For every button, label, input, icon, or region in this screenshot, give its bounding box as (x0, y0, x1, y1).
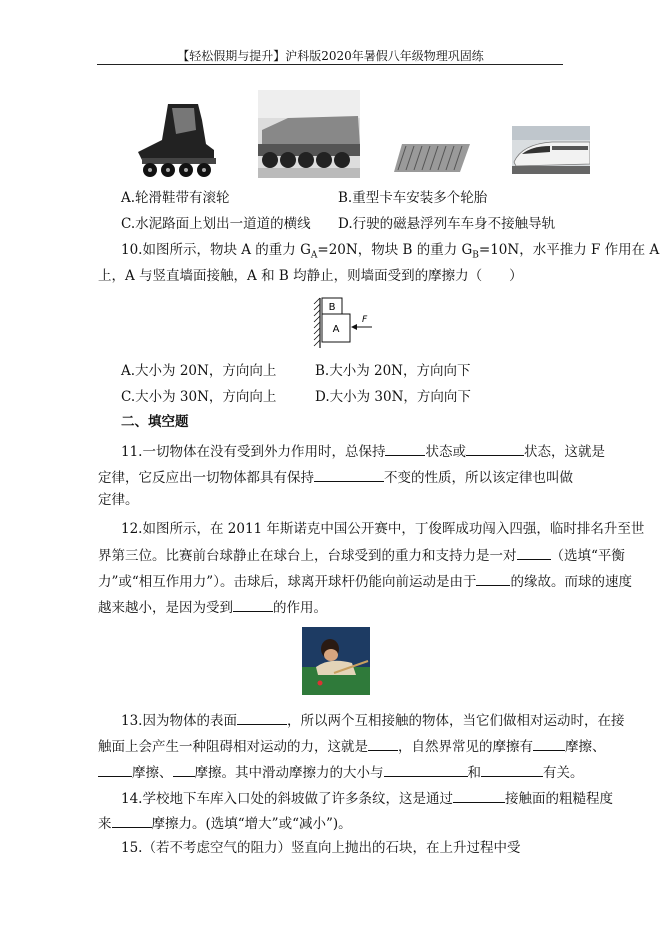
q10-option-a: A.大小为 20N，方向向上 (121, 363, 277, 379)
force-arrow-head (351, 324, 357, 330)
q9-option-c: C.水泥路面上划出一道道的横线 (121, 216, 311, 232)
concrete-road-image (392, 142, 472, 174)
q13-blank-7 (481, 762, 543, 777)
q9-option-b: B.重型卡车安装多个轮胎 (338, 190, 488, 206)
q11-blank-1 (385, 441, 425, 456)
q9-option-d: D.行驶的磁悬浮列车车身不接触导轨 (338, 216, 556, 232)
q13-line-1: 13.因为物体的表面 ，所以两个互相接触的物体，当它们做相对运动时，在接 (121, 710, 624, 730)
q13-blank-4 (98, 762, 132, 777)
q11-line-2: 定律，它反应出一切物体都具有保持 不变的性质，所以该定律也叫做 (98, 467, 573, 487)
q11-line-1: 11.一切物体在没有受到外力作用时，总保持 状态或 状态，这就是 (121, 441, 605, 461)
q13-line-2: 触面上会产生一种阻碍相对运动的力，这就是 ，自然界常见的摩擦有 摩擦、 (98, 736, 606, 756)
q13-blank-2 (368, 736, 398, 751)
q13-blank-5 (173, 762, 195, 777)
block-a-label: A (332, 324, 340, 335)
q12-line-4: 越来越小，是因为受到 的作用。 (98, 597, 327, 617)
q12-blank-2 (476, 571, 510, 586)
q13-blank-1 (237, 710, 287, 725)
q14-line-1: 14.学校地下车库入口处的斜坡做了许多条纹，这是通过 接触面的粗糙程度 (121, 788, 613, 808)
q14-blank-1 (453, 788, 505, 803)
q11-blank-2 (466, 441, 524, 456)
page-header: 【轻松假期与提升】沪科版2020年暑假八年级物理巩固练 (177, 49, 484, 63)
q9-option-a: A.轮滑鞋带有滚轮 (121, 190, 230, 206)
force-label: F (362, 315, 368, 325)
wall-hatching (314, 298, 320, 346)
q15-line-1: 15.（若不考虑空气的阻力）竖直向上抛出的石块，在上升过程中受 (121, 840, 521, 856)
q12-line-2: 界第三位。比赛前台球静止在球台上，台球受到的重力和支持力是一对 （选填“平衡 (98, 545, 625, 565)
q14-blank-2 (112, 813, 152, 828)
block-b-label: B (328, 302, 336, 313)
maglev-train-image (512, 126, 590, 174)
q10-option-d: D.大小为 30N，方向向下 (315, 389, 471, 405)
q10-force-diagram (312, 296, 376, 350)
q11-line-3: 定律。 (98, 492, 139, 508)
q10-option-b: B.大小为 20N，方向向下 (315, 363, 471, 379)
q12-blank-3 (233, 597, 273, 612)
q10-sub-a: A (310, 250, 318, 261)
q11-blank-3 (314, 467, 384, 482)
q12-line-3: 力”或“相互作用力”）。击球后，球离开球杆仍能向前运动是由于 的缘故。而球的速度 (98, 571, 632, 591)
q13-blank-6 (384, 762, 468, 777)
q10-sub-b: B (472, 250, 479, 261)
header-rule (97, 64, 563, 65)
q12-blank-1 (517, 545, 551, 560)
q13-blank-3 (533, 736, 565, 751)
q10-option-c: C.大小为 30N，方向向上 (121, 389, 277, 405)
q12-line-1: 12.如图所示，在 2011 年斯诺克中国公开赛中，丁俊晖成功闯入四强，临时排名升至世 (121, 521, 645, 537)
inline-skate-image (128, 100, 222, 178)
q10-line-2: 上，A 与竖直墙面接触，A 和 B 均静止，则墙面受到的摩擦力（ ） (98, 268, 523, 284)
snooker-player-image (302, 627, 370, 695)
q10-line-1: 10.如图所示，物块 A 的重力 $G_A=20N$，物块 B 的重力 $G_B=10N$，水平推力 F 作用在 A (121, 242, 660, 261)
section-heading-fill-blank: 二、填空题 (121, 414, 189, 430)
heavy-truck-image (258, 90, 360, 178)
q14-line-2: 来 摩擦力。(选填“增大”或“减小”)。 (98, 813, 352, 833)
q13-line-3: 摩擦、 摩擦。其中滑动摩擦力的大小与 和 有关。 (98, 762, 584, 782)
